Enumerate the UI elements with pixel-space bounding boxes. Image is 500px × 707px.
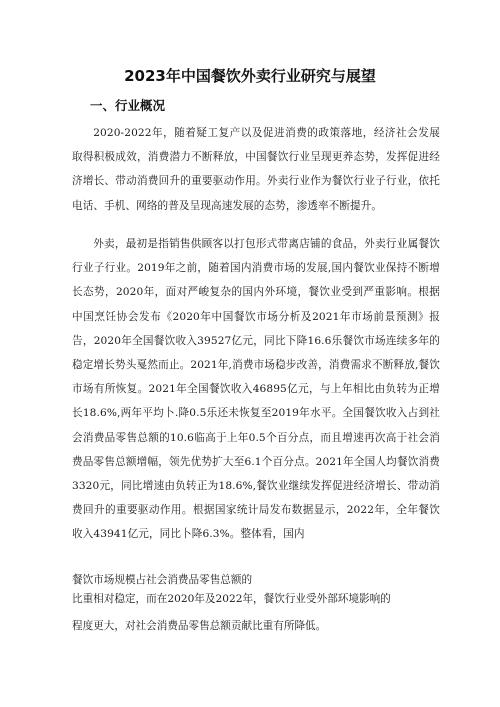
paragraph-takeout: 外卖，最初是指销售供顾客以打包形式带离店铺的食品，外卖行业属餐饮行业子行业。2019年之前，随着国内消费市场的发展,国内餐饮业保持不断增长态势，2020年，面对严峻复杂的国内外环境，餐饮业受到严重影响。根据中国烹饪协会发布《2020年中国餐饮市场分析及2021年市场前景预测》报告，2020年全国餐饮收入39527亿元，同比下降16.6乐餐饮市场连续多年的稳定增长势头戛然而止。2021年,消费市场稳步改善，消费需求不断释放,餐饮市场有所恢复。2021年全国餐饮收入46895亿元，与上年相比由负转为正增长18.6%,两年平均卜.降0.5乐还未恢复至2019年水平。全国餐饮收入占到社会消费品零售总额的10.6临高于上年0.5个百分点，而且增速再次高于社会消费品零售总额增幅，领先优势扩大至6.1个百分点。2021年全国人均餐饮消费3320元，同比增速由负转正为18.6%,餐饮业继续发挥促进经济增长、带动消费回升的重要驱动作用。根据国家统计局发布数据显示，2022年，全年餐饮收入43941亿元，同比卜降6.3%。整体看，国内 — [72, 238, 440, 541]
document-title: 2023年中国餐饮外卖行业研究与展望 — [124, 67, 376, 85]
paragraph-overview: 2020-2022年，随着疑工复产以及促进消费的政策落地，经济社会发展取得积极成效，消费潜力不断释放，中国餐饮行业呈现更养态势，发挥促进经济增长、带动消费回升的重要驱动作用。外卖行业作为餐饮行业子行业，依托电话、手机、网络的普及呈现高速发展的态势，渗透率不断提升。 — [72, 127, 440, 212]
paragraph-tail-line-3: 程度更大，对社会消费品零售总额贡献比重有所降低。 — [72, 620, 327, 632]
paragraph-tail-line-2: 比重相对稳定，而在2020年及2022年，餐饮行业受外部环境影响的 — [72, 593, 391, 605]
section-heading: 一、行业概况 — [90, 98, 166, 113]
paragraph-tail-line-1: 餐饮市场规模占社会消费品零售总额的 — [72, 574, 253, 586]
